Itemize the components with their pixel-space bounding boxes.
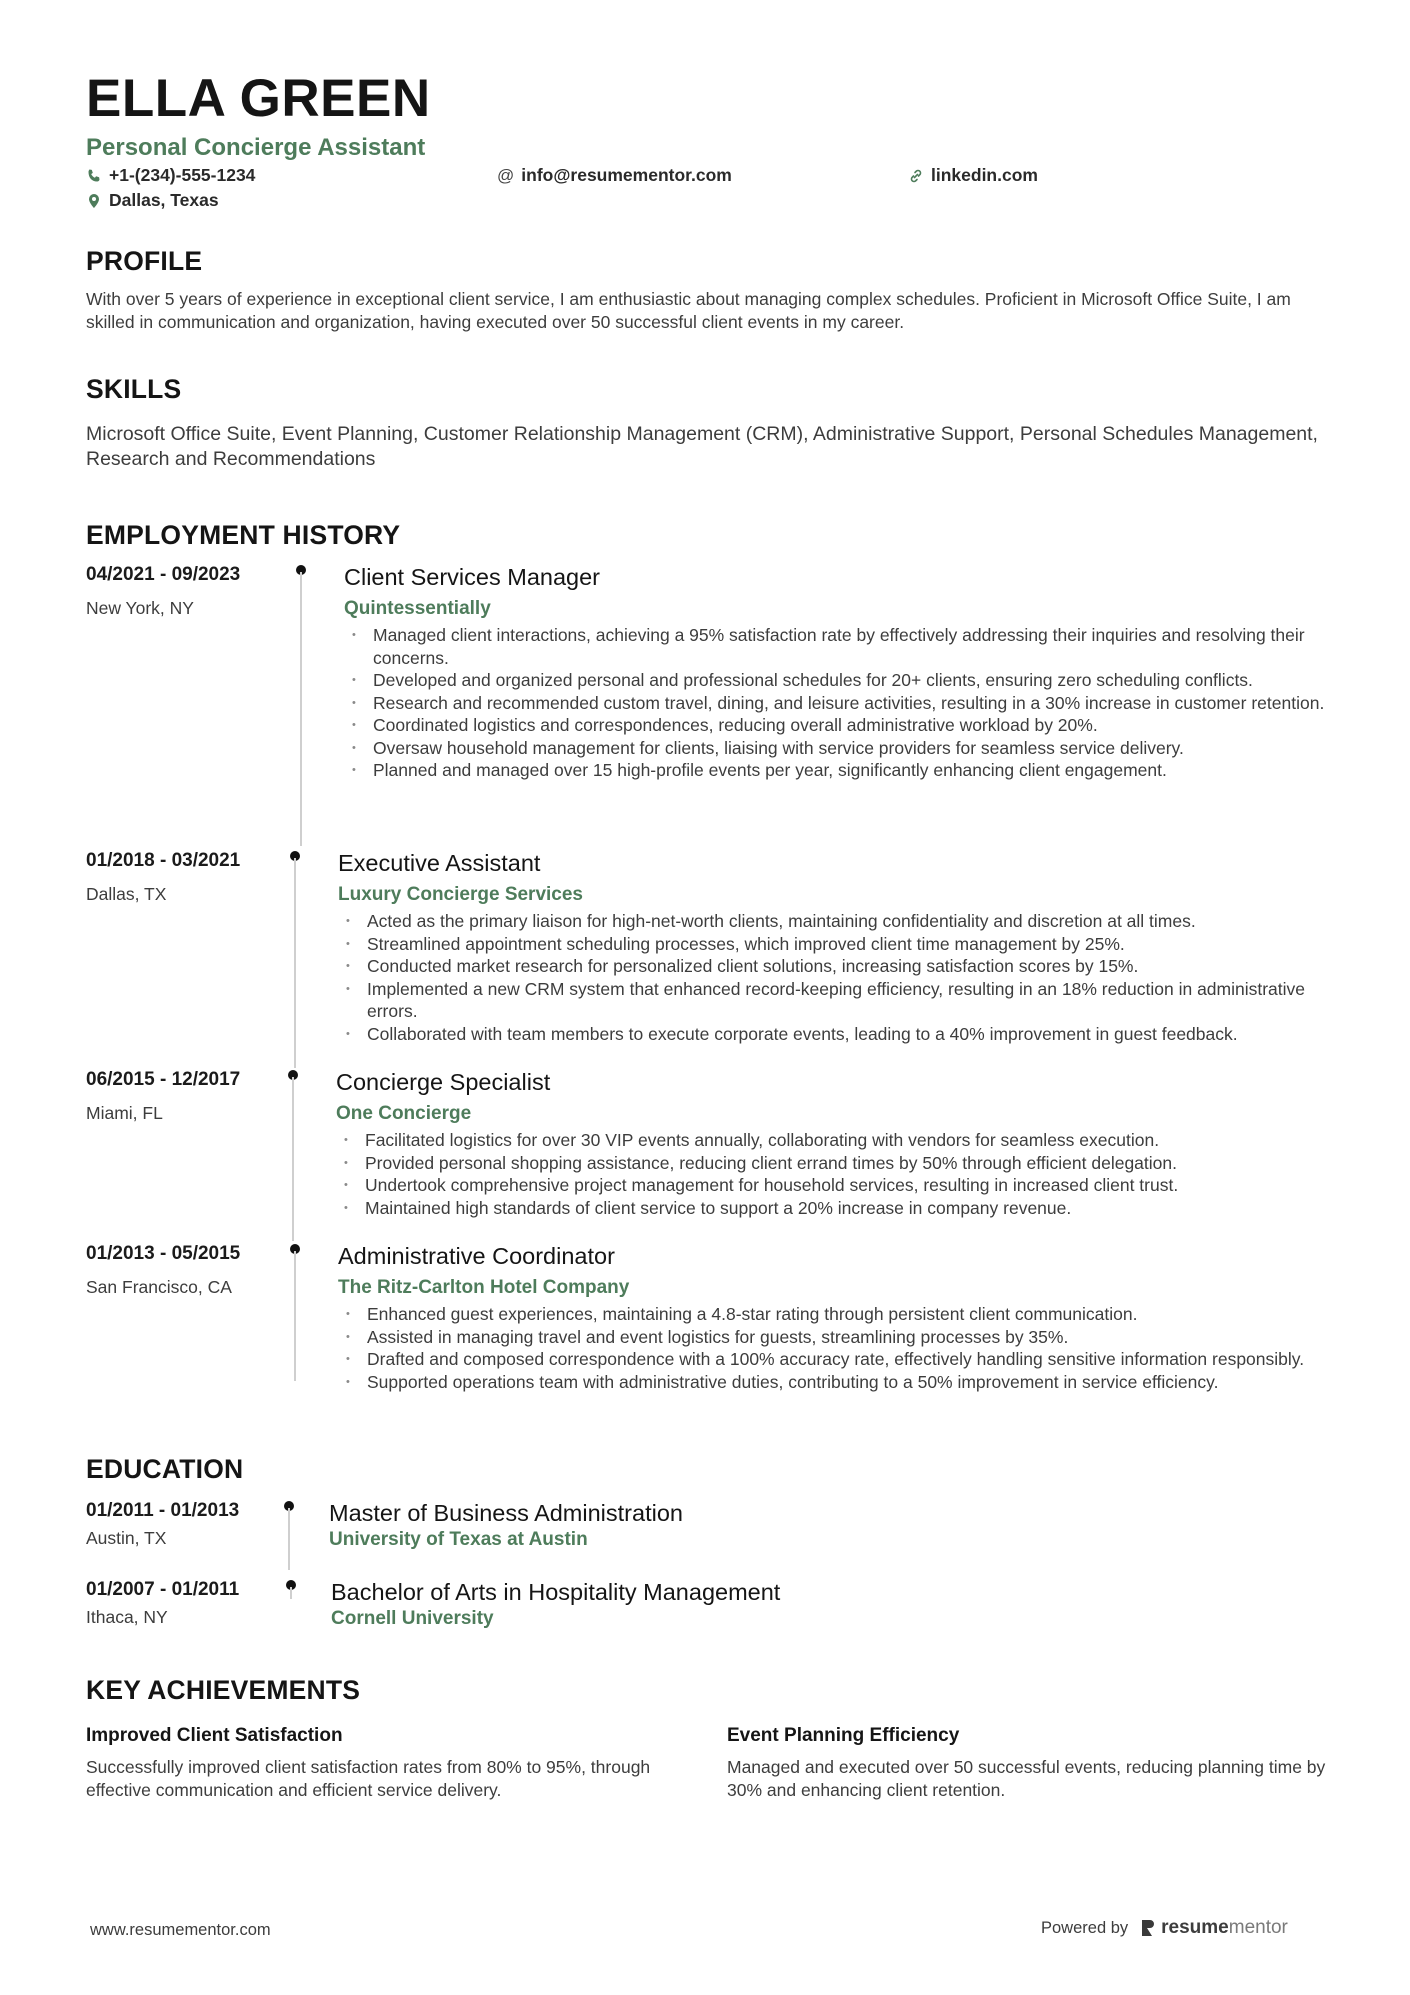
profile-heading: PROFILE <box>86 246 203 276</box>
timeline-line <box>292 1077 294 1241</box>
job-company: The Ritz-Carlton Hotel Company <box>338 1277 630 1298</box>
education-date: 01/2007 - 01/2011 <box>86 1579 240 1600</box>
education-school: University of Texas at Austin <box>329 1529 588 1550</box>
job-company: Quintessentially <box>344 598 491 619</box>
achievements-heading: KEY ACHIEVEMENTS <box>86 1675 361 1705</box>
timeline-line <box>290 1587 292 1599</box>
contact-location <box>86 190 219 211</box>
job-location: Dallas, TX <box>86 884 167 904</box>
job-bullet: • Provided personal shopping assistance, reducing client errand times by 50% through efficient delegation. <box>336 1152 1332 1175</box>
job-bullet: • Drafted and composed correspondence with a 100% accuracy rate, effectively handling sensitive information responsibly. <box>338 1348 1332 1371</box>
achievement-title: Improved Client Satisfaction <box>86 1725 343 1746</box>
achievement-text: Managed and executed over 50 successful events, reducing planning time by 30% and enhancing client retention. <box>727 1757 1326 1800</box>
job-bullet: • Managed client interactions, achieving a 95% satisfaction rate by effectively addressing their inquiries and resolving their concerns. <box>344 624 1334 669</box>
job-bullet: • Undertook comprehensive project management for household services, resulting in increased client trust. <box>336 1174 1332 1197</box>
job-bullet: • Planned and managed over 15 high-profile events per year, significantly enhancing client engagement. <box>344 759 1334 782</box>
job-bullet: • Research and recommended custom travel, dining, and leisure activities, resulting in a 30% increase in customer retention. <box>344 692 1334 715</box>
job-bullets <box>338 910 1332 1045</box>
location-text: Dallas, Texas <box>109 190 219 210</box>
job-date: 06/2015 - 12/2017 <box>86 1069 241 1090</box>
brand-logo[interactable] <box>1140 1917 1288 1939</box>
job-bullets <box>338 1303 1332 1393</box>
timeline-line <box>294 1251 296 1381</box>
job-bullet: • Facilitated logistics for over 30 VIP events annually, collaborating with vendors for seamless execution. <box>336 1129 1332 1152</box>
skills-heading: SKILLS <box>86 374 182 404</box>
phone-icon <box>86 168 102 184</box>
timeline-line <box>294 858 296 1068</box>
job-bullet: • Developed and organized personal and professional schedules for 20+ clients, ensuring zero scheduling conflicts. <box>344 669 1334 692</box>
timeline-line <box>288 1508 290 1570</box>
brand-text-bold: resume <box>1161 1917 1229 1938</box>
job-company: Luxury Concierge Services <box>338 884 583 905</box>
job-bullet: • Coordinated logistics and correspondences, reducing overall administrative workload by 20%. <box>344 714 1334 737</box>
education-school: Cornell University <box>331 1608 494 1629</box>
powered-by-label: Powered by <box>1041 1918 1129 1937</box>
resumementor-logo-icon <box>1140 1919 1155 1937</box>
email-text: info@resumementor.com <box>521 165 732 185</box>
contact-phone[interactable] <box>86 165 255 186</box>
job-location: Miami, FL <box>86 1103 163 1123</box>
job-title: Concierge Specialist <box>336 1069 551 1095</box>
job-date: 01/2013 - 05/2015 <box>86 1243 241 1264</box>
achievement-item <box>727 1725 1327 1801</box>
job-location: New York, NY <box>86 598 194 618</box>
job-bullets <box>344 624 1334 782</box>
employment-heading: EMPLOYMENT HISTORY <box>86 520 401 550</box>
job-date: 04/2021 - 09/2023 <box>86 564 241 585</box>
location-pin-icon <box>86 193 102 209</box>
job-date: 01/2018 - 03/2021 <box>86 850 241 871</box>
skills-text: Microsoft Office Suite, Event Planning, Customer Relationship Management (CRM), Administrative Support, Personal Schedules Management, Research and Recommendations <box>86 423 1318 470</box>
job-bullet: • Maintained high standards of client service to support a 20% increase in company revenue. <box>336 1197 1332 1220</box>
footer-powered <box>1041 1917 1288 1939</box>
achievement-title: Event Planning Efficiency <box>727 1725 960 1746</box>
job-bullet: • Streamlined appointment scheduling processes, which improved client time management by 25%. <box>338 933 1332 956</box>
job-bullet: • Supported operations team with administrative duties, contributing to a 50% improvement in service efficiency. <box>338 1371 1332 1394</box>
job-bullet: • Collaborated with team members to execute corporate events, leading to a 40% improvement in guest feedback. <box>338 1023 1332 1046</box>
job-bullet: • Acted as the primary liaison for high-net-worth clients, maintaining confidentiality and discretion at all times. <box>338 910 1332 933</box>
education-degree: Master of Business Administration <box>329 1500 683 1526</box>
education-location: Austin, TX <box>86 1528 167 1548</box>
job-company: One Concierge <box>336 1103 472 1124</box>
achievement-item <box>86 1725 686 1801</box>
linkedin-text: linkedin.com <box>931 165 1038 185</box>
job-title: Executive Assistant <box>338 850 541 876</box>
education-date: 01/2011 - 01/2013 <box>86 1500 240 1521</box>
job-bullet: • Conducted market research for personalized client solutions, increasing satisfaction scores by 15%. <box>338 955 1332 978</box>
job-bullet: • Enhanced guest experiences, maintaining a 4.8-star rating through persistent client communication. <box>338 1303 1332 1326</box>
contact-linkedin[interactable] <box>908 165 1038 186</box>
job-bullet: • Implemented a new CRM system that enhanced record-keeping efficiency, resulting in an 18% reduction in administrative errors. <box>338 978 1332 1023</box>
job-title: Client Services Manager <box>344 564 600 590</box>
candidate-name: ELLA GREEN <box>86 69 431 128</box>
phone-text: +1-(234)-555-1234 <box>109 165 256 185</box>
timeline-line <box>300 572 302 846</box>
contact-email[interactable] <box>497 165 732 186</box>
job-bullets <box>336 1129 1332 1219</box>
job-location: San Francisco, CA <box>86 1277 232 1297</box>
achievement-text: Successfully improved client satisfaction rates from 80% to 95%, through effective communication and efficient service delivery. <box>86 1757 651 1800</box>
brand-text-light: mentor <box>1228 1917 1288 1938</box>
job-bullet: • Oversaw household management for clients, liaising with service providers for seamless service delivery. <box>344 737 1334 760</box>
job-title: Administrative Coordinator <box>338 1243 615 1269</box>
profile-text: With over 5 years of experience in exceptional client service, I am enthusiastic about managing complex schedules. Proficient in Microsoft Office Suite, I am skilled in communication and organization, having executed over 50 successful client events in my career. <box>86 289 1291 332</box>
candidate-role: Personal Concierge Assistant <box>86 134 426 161</box>
at-icon: @ <box>497 165 515 185</box>
education-degree: Bachelor of Arts in Hospitality Management <box>331 1579 781 1605</box>
education-location: Ithaca, NY <box>86 1607 168 1627</box>
footer-website[interactable]: www.resumementor.com <box>90 1921 271 1939</box>
job-bullet: • Assisted in managing travel and event logistics for guests, streamlining processes by 35%. <box>338 1326 1332 1349</box>
link-icon <box>908 168 924 184</box>
education-heading: EDUCATION <box>86 1454 244 1484</box>
